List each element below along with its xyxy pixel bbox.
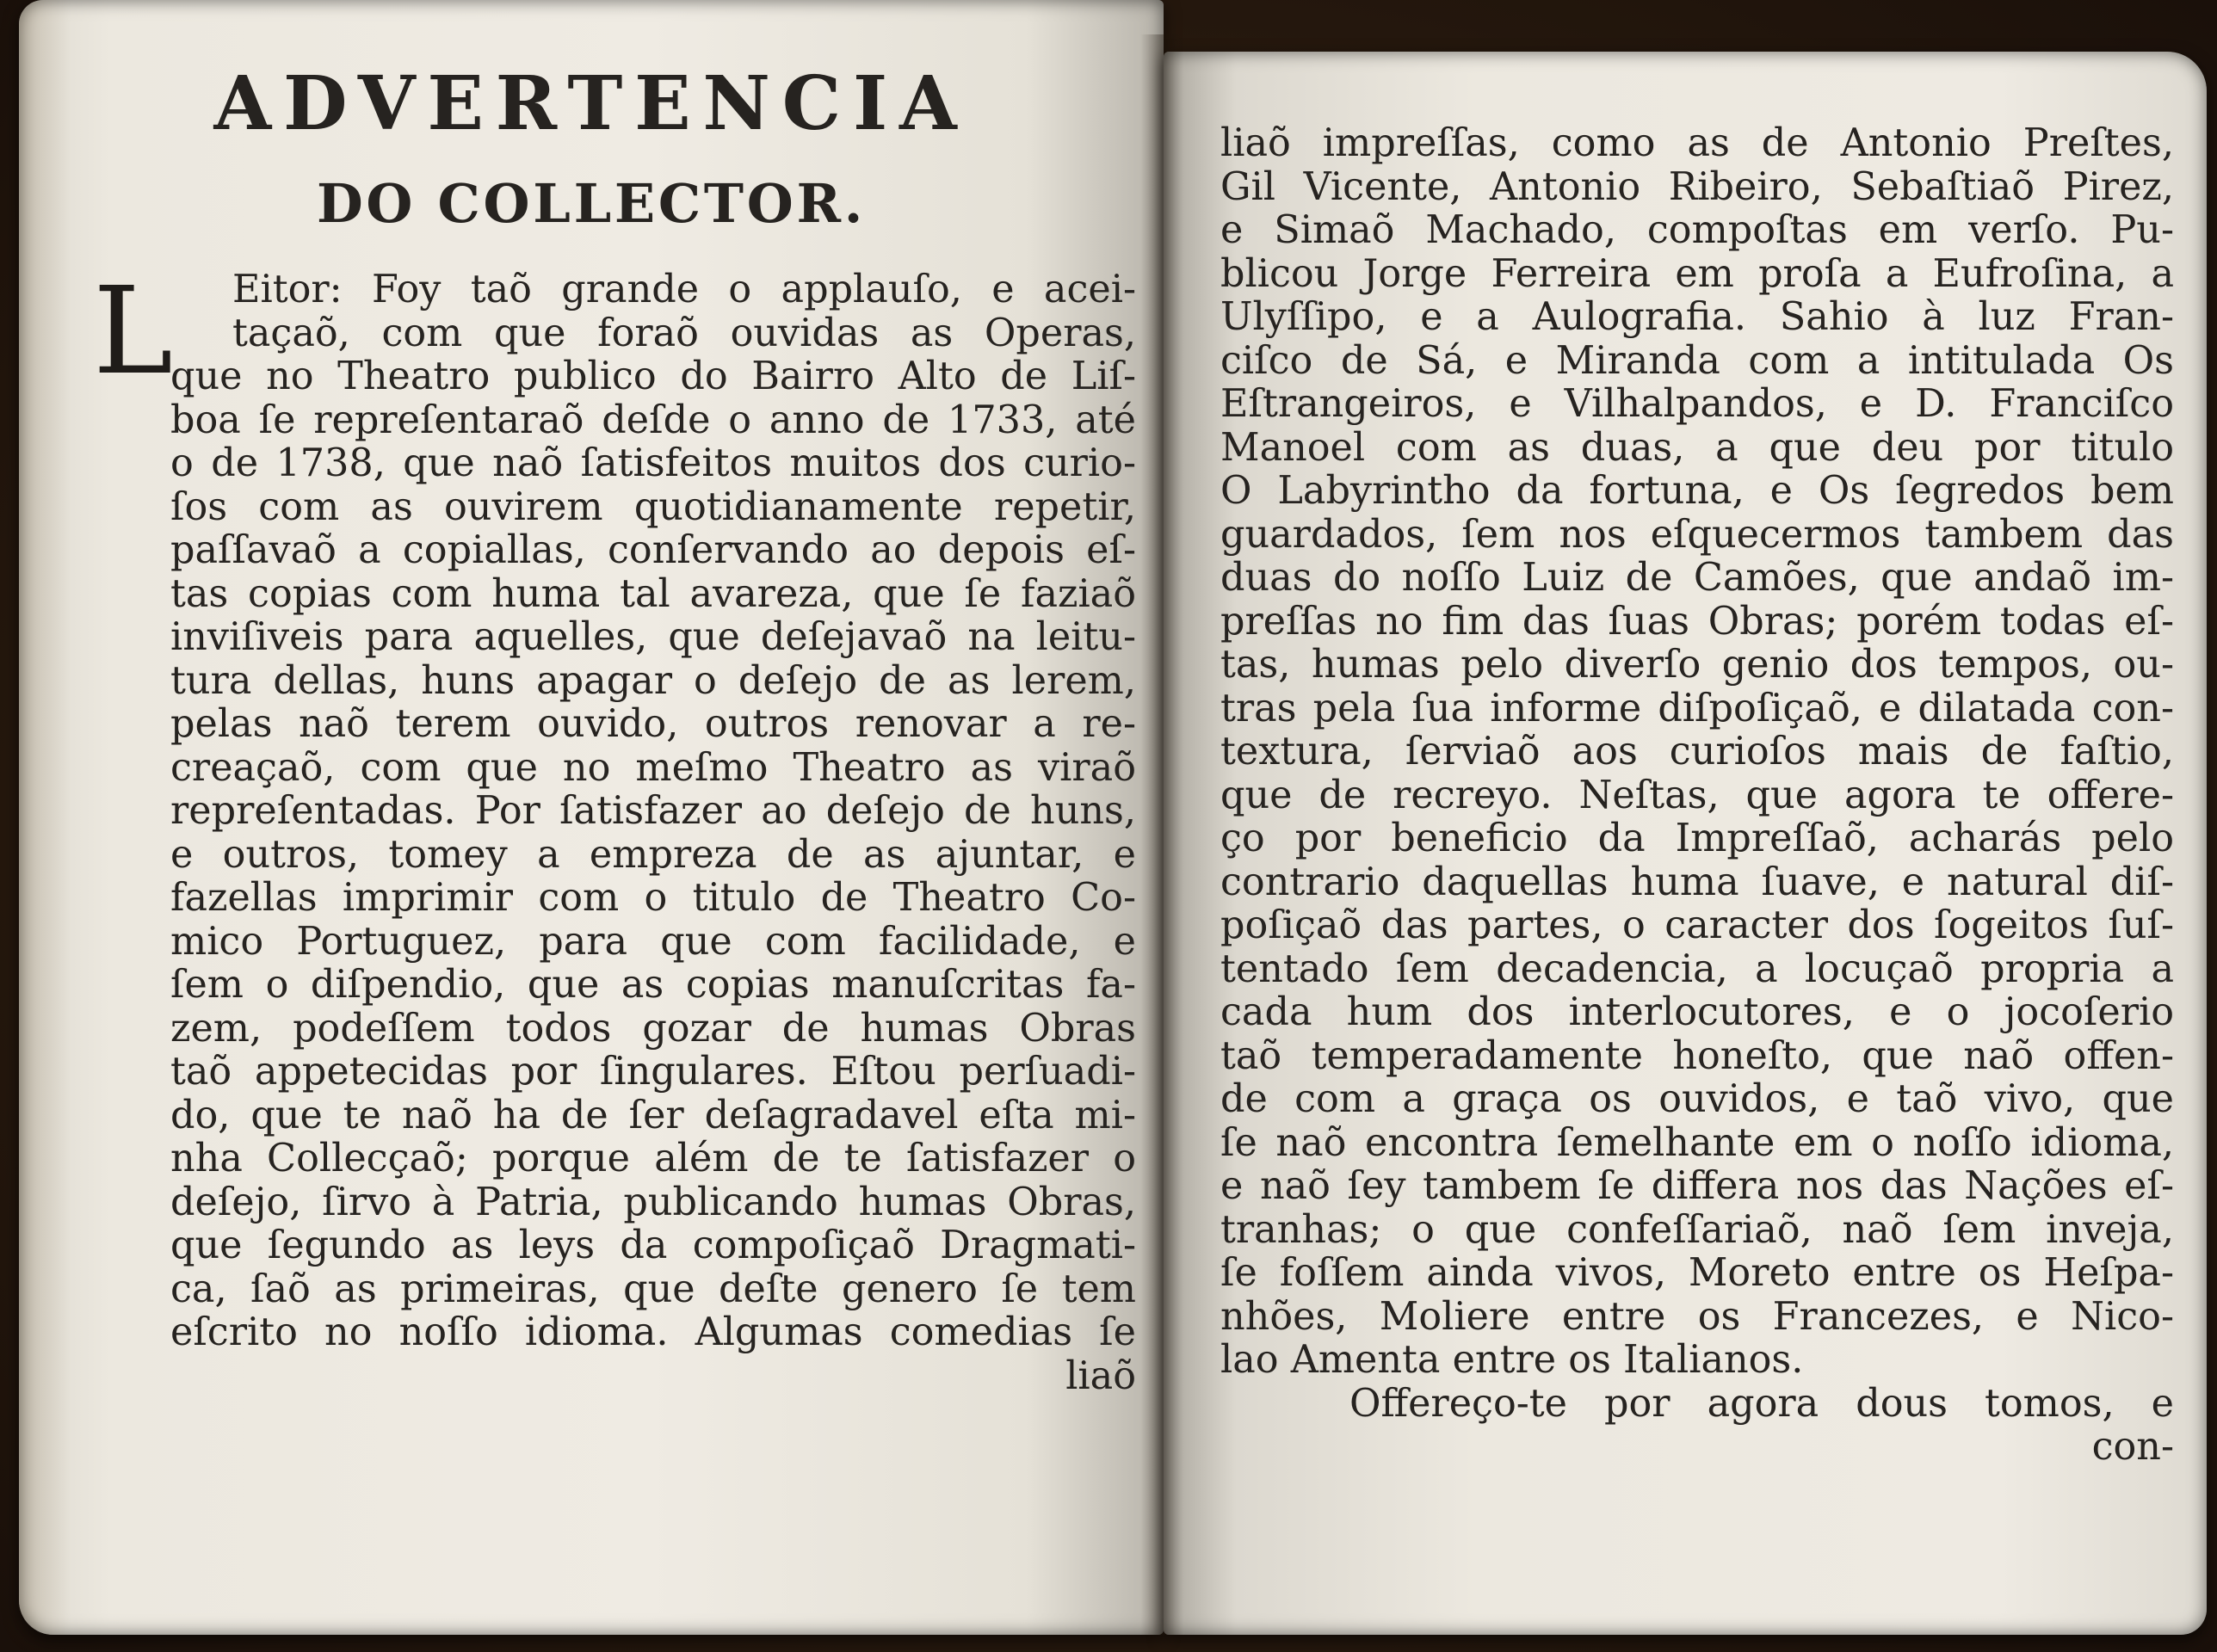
text-line: e naõ ſey tambem ſe differa nos das Nações eſ-: [1220, 1165, 2174, 1208]
text-line: tas, humas pelo diverſo genio dos tempos, ou-: [1220, 644, 2174, 687]
text-line: liaõ impreſſas, como as de Antonio Preſtes,: [1220, 122, 2174, 165]
text-line: paſſavaõ a copiallas, conſervando ao depois eſ-: [170, 529, 1136, 572]
text-line: inviſiveis para aquelles, que deſejavaõ na leitu-: [170, 616, 1136, 659]
text-line: blicou Jorge Ferreira em proſa a Eufroſina, a: [1220, 252, 2174, 296]
text-line: taçaõ, com que foraõ ouvidas as Operas,: [232, 311, 1136, 355]
text-line: pelas naõ terem ouvido, outros renovar a re-: [170, 703, 1136, 746]
text-line: e Simaõ Machado, compoſtas em verſo. Pu-: [1220, 209, 2174, 252]
left-body-text: [170, 268, 1136, 1398]
text-line: duas do noſſo Luiz de Camões, que andaõ im-: [1220, 557, 2174, 600]
catchword: con-: [2091, 1426, 2174, 1469]
text-line: tas copias com huma tal avareza, que ſe faziaõ: [170, 572, 1136, 616]
catchword: liaõ: [1065, 1354, 1136, 1398]
text-line: deſejo, ſirvo à Patria, publicando humas Obras,: [170, 1180, 1136, 1224]
right-page: [1164, 52, 2207, 1635]
text-line: nha Collecçaõ; porque além de te ſatisfazer o: [170, 1137, 1136, 1180]
text-line: mico Portuguez, para que com facilidade, e: [170, 920, 1136, 964]
text-line: preſſas no fim das ſuas Obras; porém todas eſ-: [1220, 600, 2174, 644]
text-line: Eſtrangeiros, e Vilhalpandos, e D. Franciſco: [1220, 383, 2174, 426]
text-line: tras pela ſua informe diſpoſiçaõ, e dilatada con-: [1220, 687, 2174, 730]
text-line: que de recreyo. Neſtas, que agora te offere-: [1220, 774, 2174, 817]
text-line: boa ſe repreſentaraõ deſde o anno de 1733, até: [170, 398, 1136, 442]
text-line: tentado ſem decadencia, a locuçaõ propria a: [1220, 947, 2174, 991]
text-line: que ſegundo as leys da compoſiçaõ Dragmati-: [170, 1224, 1136, 1267]
text-line: ſem o diſpendio, que as copias manuſcritas fa-: [170, 964, 1136, 1007]
text-line: eſcrito no noſſo idioma. Algumas comedias ſe: [170, 1311, 1136, 1354]
text-line: taõ appetecidas por ſingulares. Eſtou perſuadi-: [170, 1051, 1136, 1094]
page-subtitle: DO COLLECTOR.: [316, 172, 867, 235]
text-line: ſos com as ouvirem quotidianamente repetir,: [170, 485, 1136, 529]
page-edge-shadow: [19, 0, 71, 1635]
text-line: O Labyrintho da fortuna, e Os ſegredos bem: [1220, 470, 2174, 513]
text-line: ço por beneficio da Impreſſaõ, acharás pelo: [1220, 817, 2174, 860]
text-line: Offereço-te por agora dous tomos, e: [1349, 1382, 2174, 1426]
text-line: Manoel com as duas, a que deu por titulo: [1220, 426, 2174, 470]
text-line: taõ temperadamente honeſto, que naõ offen-: [1220, 1034, 2174, 1078]
text-line: repreſentadas. Por ſatisfazer ao deſejo de huns,: [170, 790, 1136, 833]
drop-cap: L: [93, 262, 173, 402]
text-line: contrario daquellas huma ſuave, e natural diſ-: [1220, 860, 2174, 904]
left-page: [19, 0, 1164, 1635]
text-line: do, que te naõ ha de ſer deſagradavel eſta mi-: [170, 1094, 1136, 1137]
text-line: ſe foſſem ainda vivos, Moreto entre os Heſpa-: [1220, 1252, 2174, 1295]
text-line: o de 1738, que naõ ſatisfeitos muitos dos curio-: [170, 442, 1136, 485]
right-body-text: [1220, 122, 2174, 1470]
text-line: creaçaõ, com que no meſmo Theatro as viraõ: [170, 746, 1136, 790]
text-line: tura dellas, huns apagar o deſejo de as lerem,: [170, 659, 1136, 703]
text-line: fazellas imprimir com o titulo de Theatro Co-: [170, 877, 1136, 920]
text-line: Eitor: Foy taõ grande o applauſo, e acei-: [232, 268, 1136, 311]
text-line: Ulyſſipo, e a Aulografia. Sahio à luz Fran-: [1220, 296, 2174, 339]
text-line: lao Amenta entre os Italianos.: [1220, 1339, 1804, 1382]
text-line: cada hum dos interlocutores, e o jocoſerio: [1220, 991, 2174, 1034]
page-title: ADVERTENCIA: [213, 60, 969, 147]
text-line: Gil Vicente, Antonio Ribeiro, Sebaſtiaõ Pirez,: [1220, 165, 2174, 209]
text-line: que no Theatro publico do Bairro Alto de Liſ-: [170, 355, 1136, 398]
text-line: poſiçaõ das partes, o caracter dos ſogeitos ſuſ-: [1220, 904, 2174, 947]
text-line: zem, podeſſem todos gozar de humas Obras: [170, 1007, 1136, 1051]
text-line: e outros, tomey a empreza de as ajuntar, e: [170, 833, 1136, 877]
text-line: textura, ſerviaõ aos curioſos mais de faſtio,: [1220, 730, 2174, 774]
text-line: ciſco de Sá, e Miranda com a intitulada Os: [1220, 339, 2174, 383]
text-line: ſe naõ encontra ſemelhante em o noſſo idioma,: [1220, 1121, 2174, 1165]
text-line: nhões, Moliere entre os Francezes, e Nico-: [1220, 1295, 2174, 1339]
text-line: de com a graça os ouvidos, e taõ vivo, que: [1220, 1078, 2174, 1121]
text-line: guardados, ſem nos eſquecermos tambem das: [1220, 513, 2174, 557]
text-line: tranhas; o que confeſſariaõ, naõ ſem inveja,: [1220, 1208, 2174, 1252]
text-line: ca, ſaõ as primeiras, que deſte genero ſe tem: [170, 1267, 1136, 1311]
